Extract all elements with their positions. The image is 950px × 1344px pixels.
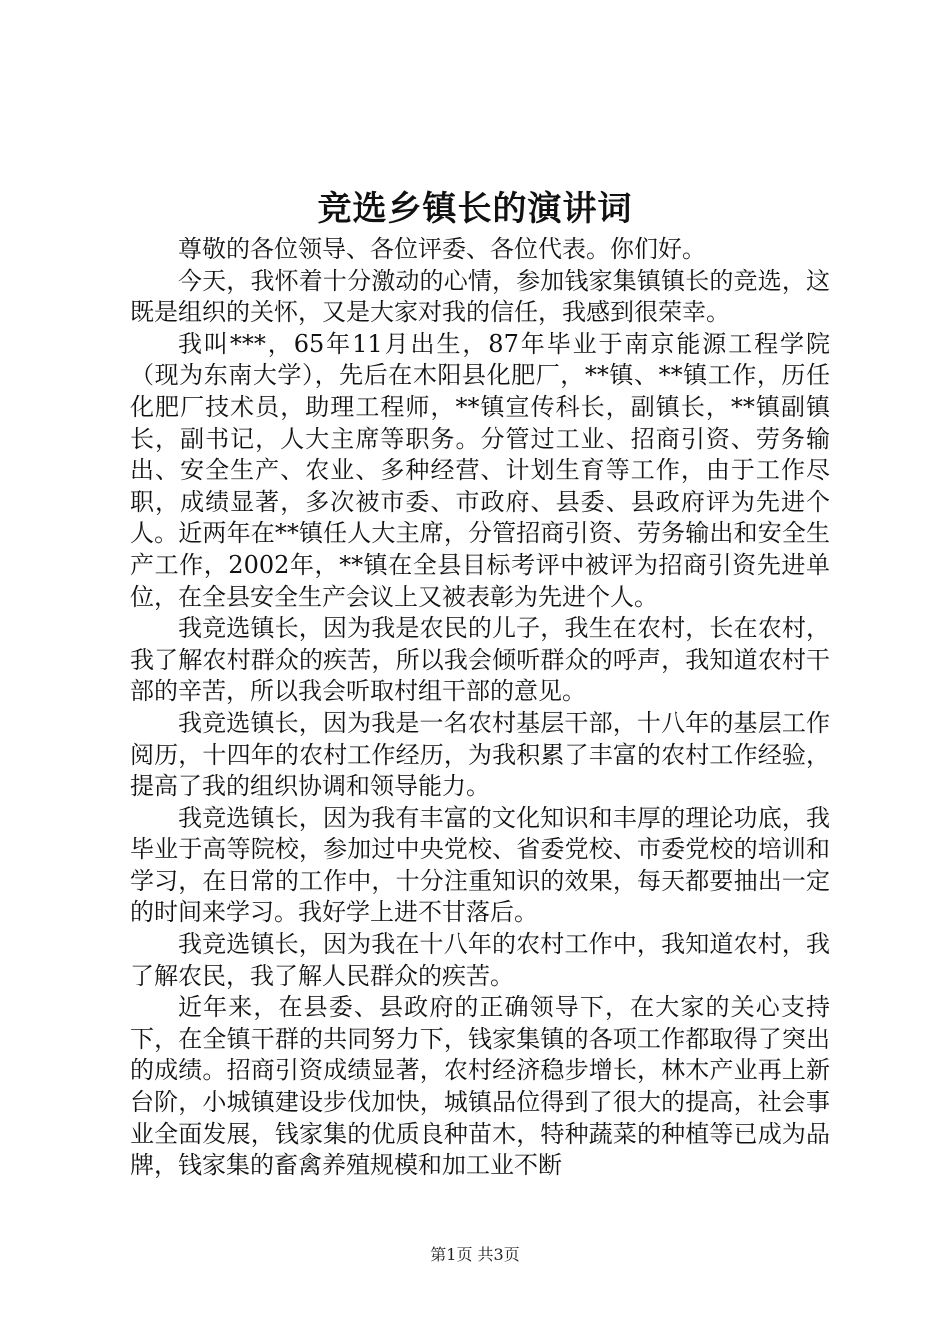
paragraph-self-introduction: 我叫***，65年11月出生，87年毕业于南京能源工程学院（现为东南大学），先后在木阳县化肥厂，**镇、**镇工作，历任化肥厂技术员，助理工程师，**镇宣传科长，副镇长，**镇副镇长，副书记，人大主席等职务。分管过工业、招商引资、劳务输出、安全生产、农业、多种经营、计划生育等工作，由于工作尽职，成绩显著，多次被市委、市政府、县委、县政府评为先进个人。近两年在**镇任人大主席，分管招商引资、劳务输出和安全生产工作，2002年，**镇在全县目标考评中被评为招商引资先进单位，在全县安全生产会议上又被表彰为先进个人。 <box>130 329 830 611</box>
page-number-footer: 第1页 共3页 <box>430 1245 520 1264</box>
paragraph-reason-cadre: 我竞选镇长，因为我是一名农村基层干部，十八年的基层工作阅历，十四年的农村工作经历，为我积累了丰富的农村工作经验，提高了我的组织协调和领导能力。 <box>130 708 830 801</box>
paragraph-reason-experience: 我竞选镇长，因为我在十八年的农村工作中，我知道农村，我了解农民，我了解人民群众的疾苦。 <box>130 930 830 990</box>
paragraph-opening: 今天，我怀着十分激动的心情，参加钱家集镇镇长的竞选，这既是组织的关怀，又是大家对我的信任，我感到很荣幸。 <box>130 266 830 327</box>
paragraph-achievements: 近年来，在县委、县政府的正确领导下，在大家的关心支持下，在全镇干群的共同努力下，钱家集镇的各项工作都取得了突出的成绩。招商引资成绩显著，农村经济稳步增长，林木产业再上新台阶，小城镇建设步伐加快，城镇品位得到了很大的提高，社会事业全面发展，钱家集的优质良种苗木，特种蔬菜的种植等已成为品牌，钱家集的畜禽养殖规模和加工业不断 <box>130 993 830 1180</box>
paragraph-reason-knowledge: 我竞选镇长，因为我有丰富的文化知识和丰厚的理论功底，我毕业于高等院校，参加过中央党校、省委党校、市委党校的培训和学习，在日常的工作中，十分注重知识的效果，每天都要抽出一定的时间来学习。我好学上进不甘落后。 <box>130 803 830 927</box>
document-title: 竞选乡镇长的演讲词 <box>317 189 633 229</box>
paragraph-reason-farmer: 我竞选镇长，因为我是农民的儿子，我生在农村，长在农村，我了解农村群众的疾苦，所以我会倾听群众的呼声，我知道农村干部的辛苦，所以我会听取村组干部的意见。 <box>130 614 830 706</box>
document-body <box>130 234 830 1182</box>
paragraph-greeting: 尊敬的各位领导、各位评委、各位代表。你们好。 <box>178 235 706 263</box>
